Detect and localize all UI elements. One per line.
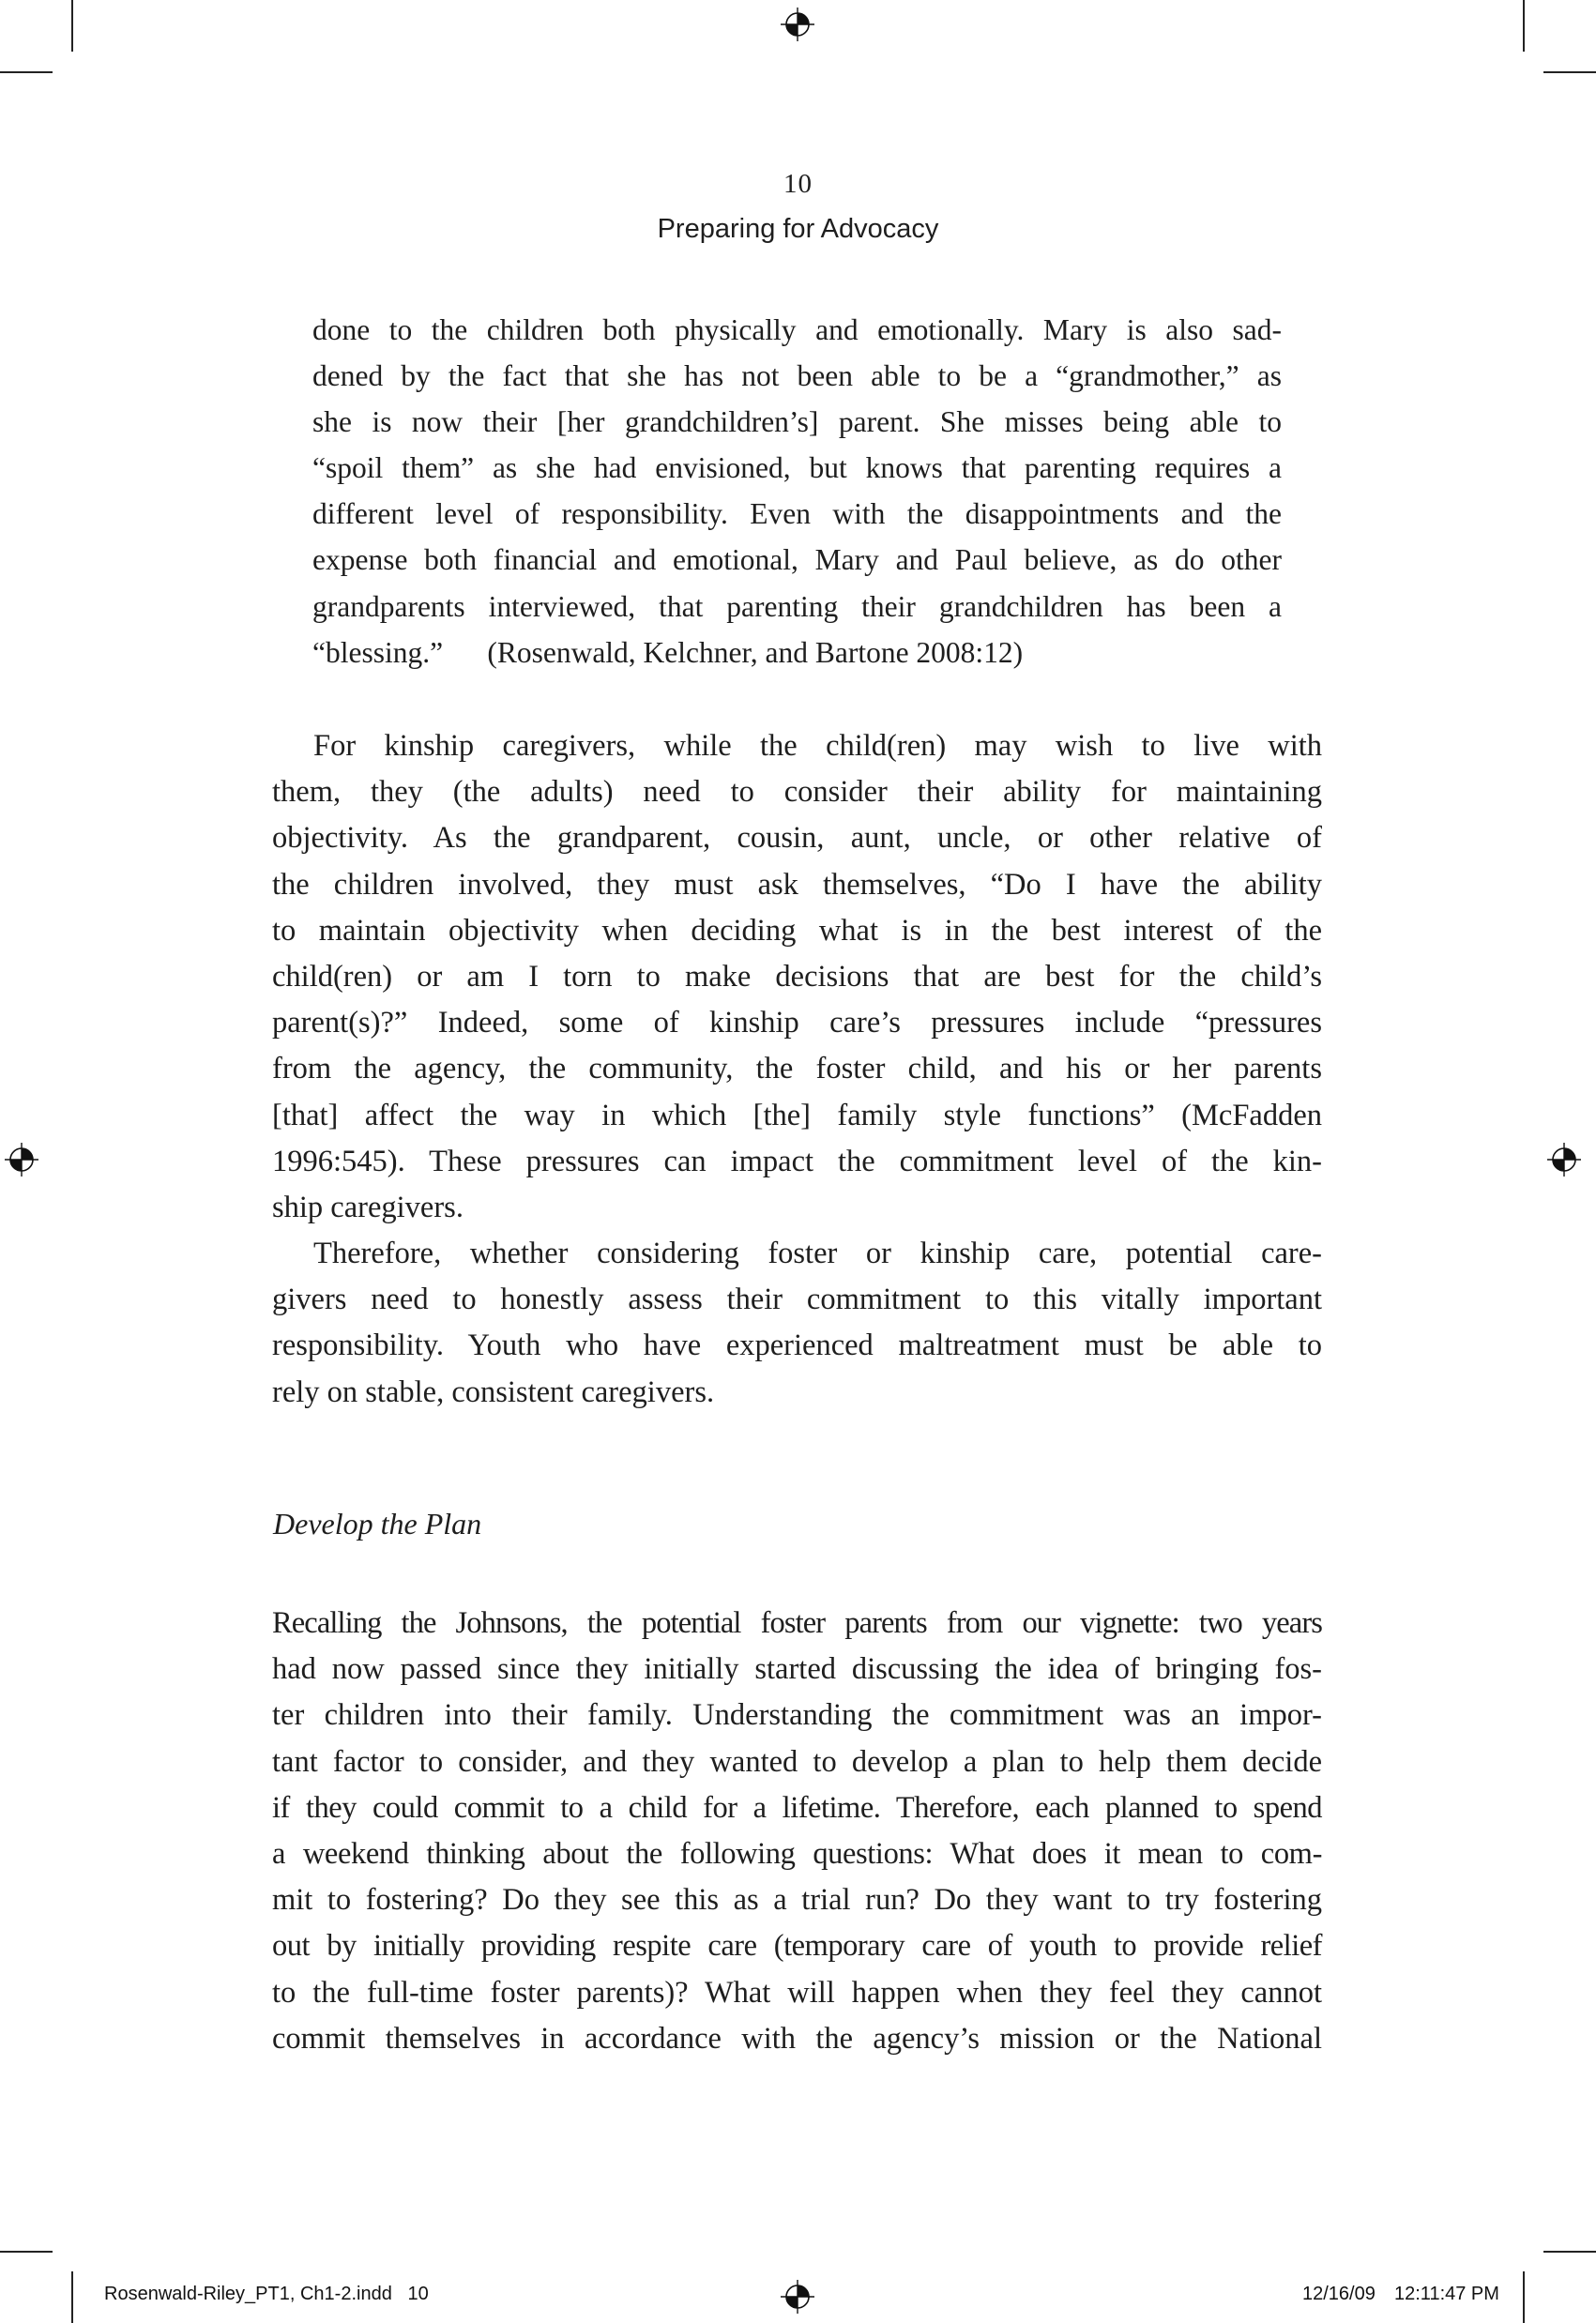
crop-mark-top-left-horizontal	[0, 71, 53, 73]
text-line: out by initially providing respite care (temporary care of youth to provide relief	[272, 1929, 1322, 1964]
page-number: 10	[783, 169, 813, 199]
crop-mark-top-left-vertical	[71, 0, 73, 52]
text-line: done to the children both physically and emotionally. Mary is also sad-	[312, 313, 1282, 346]
text-line: to the full-time foster parents)? What will happen when they feel they cannot	[272, 1975, 1322, 2010]
text-line: child(ren) or am I torn to make decisions that are best for the child’s	[272, 960, 1322, 994]
section-heading: Develop the Plan	[273, 1507, 482, 1541]
registration-target-icon	[781, 2280, 814, 2314]
crop-mark-bottom-left-horizontal	[0, 2251, 53, 2253]
text-line: objectivity. As the grandparent, cousin, aunt, uncle, or other relative of	[272, 821, 1322, 856]
text-line: dened by the fact that she has not been able to be a “grandmother,” as	[312, 359, 1282, 393]
text-line: For kinship caregivers, while the child(ren) may wish to live with	[313, 729, 1322, 763]
body-paragraph	[272, 723, 1322, 1231]
slug-date: 12/16/09	[1302, 2284, 1376, 2304]
body-paragraph	[272, 1231, 1322, 1416]
slug-time: 12:11:47 PM	[1394, 2284, 1499, 2304]
text-line: if they could commit to a child for a lifetime. Therefore, each planned to spend	[272, 1790, 1322, 1825]
text-line: commit themselves in accordance with the agency’s mission or the National	[272, 2021, 1322, 2056]
text-line: Therefore, whether considering foster or kinship care, potential care-	[313, 1237, 1322, 1270]
crop-mark-top-right-vertical	[1523, 0, 1525, 52]
text-line: “spoil them” as she had envisioned, but knows that parenting requires a	[312, 451, 1282, 485]
crop-mark-top-right-horizontal	[1543, 71, 1596, 73]
text-line: a weekend thinking about the following questions: What does it mean to com-	[272, 1837, 1322, 1872]
text-line: different level of responsibility. Even with the disappointments and the	[312, 497, 1282, 531]
text-line: rely on stable, consistent caregivers.	[272, 1374, 715, 1409]
text-line: them, they (the adults) need to consider their ability for maintaining	[272, 775, 1322, 810]
crop-mark-bottom-right-vertical	[1523, 2271, 1525, 2323]
text-line: she is now their [her grandchildren’s] parent. She misses being able to	[312, 405, 1282, 439]
slug-file-info: Rosenwald-Riley_PT1, Ch1-2.indd 10	[104, 2284, 429, 2304]
text-line: responsibility. Youth who have experienced maltreatment must be able to	[272, 1329, 1322, 1363]
body-paragraph	[272, 1601, 1322, 2062]
text-line: to maintain objectivity when deciding what is in the best interest of the	[272, 913, 1322, 948]
registration-target-icon	[1547, 1143, 1581, 1177]
text-line: grandparents interviewed, that parenting their grandchildren has been a	[312, 589, 1282, 623]
text-line: expense both financial and emotional, Mary and Paul believe, as do other	[312, 543, 1282, 577]
text-line: givers need to honestly assess their commitment to this vitally important	[272, 1283, 1322, 1317]
text-line: ter children into their family. Understanding the commitment was an impor-	[272, 1698, 1322, 1733]
crop-mark-bottom-left-vertical	[71, 2271, 73, 2323]
text-line: ship caregivers.	[272, 1191, 464, 1225]
running-head-title: Preparing for Advocacy	[657, 214, 939, 244]
text-line: from the agency, the community, the foster child, and his or her parents	[272, 1052, 1322, 1086]
block-quote	[312, 307, 1282, 676]
text-line: the children involved, they must ask themselves, “Do I have the ability	[272, 867, 1322, 902]
text-line: [that] affect the way in which [the] family style functions” (McFadden	[272, 1098, 1322, 1132]
text-line: mit to fostering? Do they see this as a trial run? Do they want to try fostering	[272, 1883, 1322, 1918]
text-line: had now passed since they initially started discussing the idea of bringing fos-	[272, 1652, 1322, 1687]
text-line: parent(s)?” Indeed, some of kinship care’s pressures include “pressures	[272, 1006, 1322, 1040]
text-line: 1996:545). These pressures can impact the commitment level of the kin-	[272, 1144, 1322, 1178]
text-line: Recalling the Johnsons, the potential foster parents from our vignette: two years	[272, 1606, 1322, 1640]
text-line: “blessing.” (Rosenwald, Kelchner, and Bartone 2008:12)	[312, 635, 1024, 669]
registration-target-icon	[781, 8, 814, 41]
crop-mark-bottom-right-horizontal	[1543, 2251, 1596, 2253]
registration-target-icon	[5, 1143, 38, 1177]
text-line: tant factor to consider, and they wanted to develop a plan to help them decide	[272, 1744, 1322, 1779]
